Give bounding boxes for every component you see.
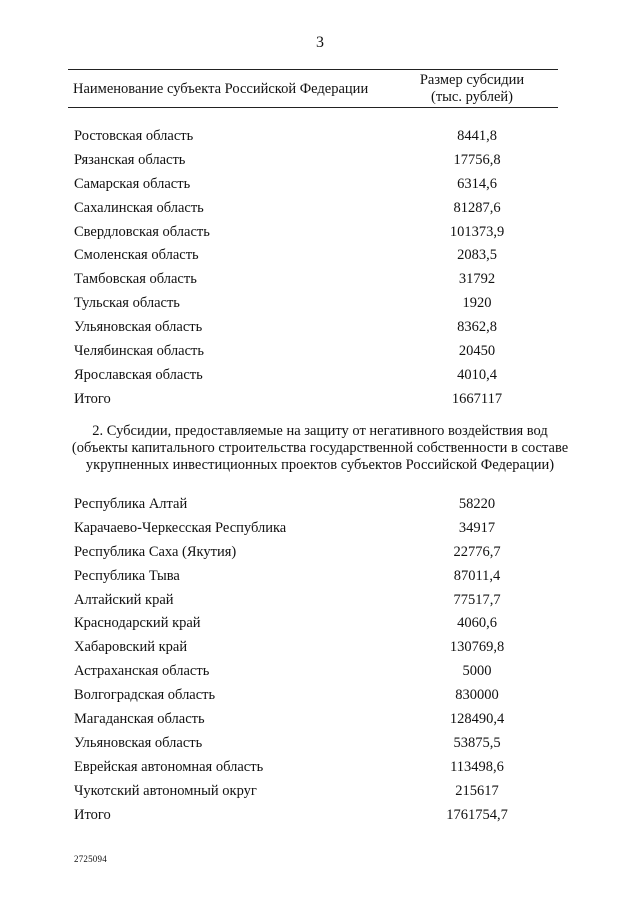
region-name: Свердловская область <box>74 223 210 240</box>
region-name: Карачаево-Черкесская Республика <box>74 519 287 536</box>
table-row <box>0 367 640 391</box>
subsidy-value: 1920 <box>462 295 492 312</box>
total-value: 1761754,7 <box>446 806 508 823</box>
table-row <box>0 759 640 783</box>
table-row <box>0 200 640 224</box>
subsidy-value: 31792 <box>458 271 496 288</box>
subsidy-value: 58220 <box>458 496 496 512</box>
total-label: Итого <box>74 390 111 407</box>
table-row <box>0 247 640 271</box>
header-value-line1: Размер субсидии <box>419 72 525 88</box>
section-2-title: 2. Субсидии, предоставляемые на защиту от негативного воздействия вод <box>92 423 548 439</box>
table-row <box>0 735 640 759</box>
subsidy-value: 113498,6 <box>450 758 504 775</box>
subsidy-value: 215617 <box>455 782 499 799</box>
document-code: 2725094 <box>74 854 107 864</box>
table-header-top-rule <box>68 69 558 70</box>
total-label: Итого <box>74 806 111 823</box>
region-name: Тамбовская область <box>74 271 197 288</box>
total-row <box>0 807 640 831</box>
subsidy-value: 53875,5 <box>453 734 501 751</box>
region-name: Ростовская область <box>74 128 194 144</box>
section-2-table <box>0 496 640 830</box>
region-name: Рязанская область <box>74 151 186 168</box>
region-name: Еврейская автономная область <box>74 758 264 775</box>
subsidy-value: 130769,8 <box>449 639 505 656</box>
table-row <box>0 224 640 248</box>
subsidy-value: 22776,7 <box>453 543 501 560</box>
subsidy-value: 87011,4 <box>453 567 501 584</box>
subsidy-value: 81287,6 <box>453 199 501 216</box>
region-name: Республика Саха (Якутия) <box>74 543 237 560</box>
table-row <box>0 663 640 687</box>
table-row <box>0 343 640 367</box>
table-row <box>0 568 640 592</box>
subsidy-value: 34917 <box>458 519 496 536</box>
table-row <box>0 687 640 711</box>
region-name: Сахалинская область <box>74 199 204 216</box>
table-row <box>0 592 640 616</box>
table-row <box>0 152 640 176</box>
subsidy-value: 128490,4 <box>449 711 505 728</box>
section-2-heading <box>70 423 570 474</box>
table-row <box>0 615 640 639</box>
table-row <box>0 544 640 568</box>
region-name: Республика Алтай <box>74 496 188 512</box>
page-number: 3 <box>316 34 324 51</box>
region-name: Чукотский автономный округ <box>74 782 257 799</box>
region-name: Волгоградская область <box>74 687 216 704</box>
region-name: Хабаровский край <box>74 639 188 656</box>
region-name: Республика Тыва <box>74 567 180 584</box>
subsidy-value: 8441,8 <box>457 128 497 144</box>
table-row <box>0 520 640 544</box>
region-name: Краснодарский край <box>74 615 201 632</box>
total-row <box>0 391 640 415</box>
table-row <box>0 128 640 152</box>
subsidy-value: 4060,6 <box>457 615 497 632</box>
region-name: Челябинская область <box>74 343 204 360</box>
subsidy-value: 17756,8 <box>453 151 501 168</box>
table-row <box>0 783 640 807</box>
subsidy-value: 101373,9 <box>449 223 505 240</box>
subsidy-value: 2083,5 <box>457 247 497 264</box>
subsidy-value: 77517,7 <box>453 591 501 608</box>
subsidy-value: 5000 <box>462 663 492 680</box>
region-name: Смоленская область <box>74 247 199 264</box>
table-row <box>0 639 640 663</box>
total-value: 1667117 <box>451 390 503 407</box>
table-row <box>0 496 640 520</box>
region-name: Ярославская область <box>74 366 203 383</box>
subsidy-value: 8362,8 <box>457 319 497 336</box>
subsidy-value: 830000 <box>455 687 499 704</box>
table-row <box>0 295 640 319</box>
region-name: Ульяновская область <box>74 734 203 751</box>
subsidy-value: 4010,4 <box>457 366 497 383</box>
table-header-bottom-rule <box>68 107 558 108</box>
region-name: Самарская область <box>74 175 191 192</box>
section-1-table <box>0 128 640 415</box>
table-row <box>0 176 640 200</box>
region-name: Ульяновская область <box>74 319 203 336</box>
region-name: Алтайский край <box>74 591 174 608</box>
region-name: Тульская область <box>74 295 180 312</box>
header-value-line2: (тыс. рублей) <box>431 89 513 105</box>
table-row <box>0 271 640 295</box>
region-name: Астраханская область <box>74 663 210 680</box>
subsidy-value: 6314,6 <box>457 175 497 192</box>
header-column-name: Наименование субъекта Российской Федерации <box>73 81 369 97</box>
subsidy-value: 20450 <box>458 343 496 360</box>
section-2-subtitle: (объекты капитального строительства государственной собственности в составе укрупненных инвестиционных проектов субъектов Российской Федерации) <box>71 440 569 473</box>
table-row <box>0 711 640 735</box>
table-row <box>0 319 640 343</box>
region-name: Магаданская область <box>74 711 205 728</box>
header-column-value <box>392 72 552 106</box>
